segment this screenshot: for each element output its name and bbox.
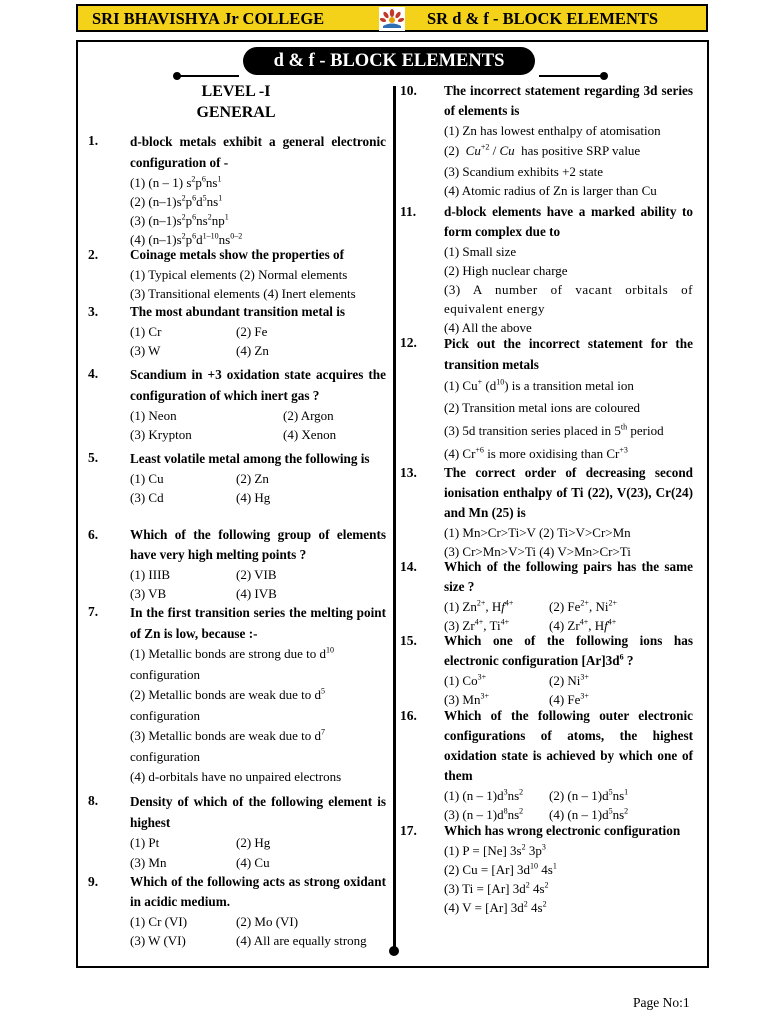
option-1: (1) Cu+ $(d^{10})$ is a transition metal ion xyxy=(444,377,634,393)
question-9 xyxy=(88,872,386,950)
question-number: 13. xyxy=(400,465,417,480)
question-number: 1. xyxy=(88,133,99,148)
question-6 xyxy=(88,525,386,603)
question-stem: Which has wrong electronic configuration xyxy=(444,823,681,838)
option-2: (2) Mo (VI) xyxy=(236,914,299,929)
question-stem: Coinage metals show the properties of xyxy=(130,247,345,262)
option-1: (1) P = [Ne] $3s^2$ $3p^3$ xyxy=(444,842,546,858)
question-number: 11. xyxy=(400,204,417,219)
option-2: (2) Transition metal ions are coloured xyxy=(444,400,641,415)
title-rule-dot-left xyxy=(173,72,181,80)
option-2: (2) Metallic bonds are weak due to $d^5$ configuration xyxy=(130,686,325,723)
question-number: 17. xyxy=(400,823,417,838)
option-4: (4) All the above xyxy=(444,320,532,335)
option-1: (1) Neon xyxy=(130,408,177,423)
option-3: (3) Mn xyxy=(130,855,167,870)
question-stem: The most abundant transition metal is xyxy=(130,304,346,319)
option-4: (4) d-orbitals have no unpaired electrons xyxy=(130,769,342,784)
question-number: 4. xyxy=(88,366,99,381)
option-2: (2) $Cu^{+2}$ / Cu has positive SRP value xyxy=(444,142,641,158)
option-2: (2) Zn xyxy=(236,471,269,486)
option-4: (4) Xenon xyxy=(283,427,337,442)
question-stem: d-block metals exhibit a general electronic configuration of - xyxy=(130,134,386,170)
question-15 xyxy=(400,631,693,709)
title-rule-left xyxy=(176,75,239,77)
option-4: (4) $Fe^{3+}$ xyxy=(549,691,589,707)
option-3: (3) VB xyxy=(130,586,167,601)
option-3: (3) Ti = [Ar] $3d^2$ $4s^2$ xyxy=(444,880,549,896)
option-4: (4) Atomic radius of Zn is larger than Cu xyxy=(444,183,657,198)
option-2: (2) VIB xyxy=(236,567,277,582)
option-4: (4) $(n - 1)d^5ns^2$ xyxy=(549,806,629,822)
question-7 xyxy=(88,602,386,788)
option-4: (4) Hg xyxy=(236,490,271,505)
college-name: SRI BHAVISHYA Jr COLLEGE xyxy=(92,9,325,28)
option-3: (3) A number of vacant orbitals of equivalent energy xyxy=(444,282,693,316)
level-label: LEVEL -I xyxy=(201,83,271,100)
option-2: (2) $(n - 1)d^5ns^1$ xyxy=(549,787,629,803)
option-4: (4) V = [Ar] $3d^2$ $4s^2$ xyxy=(444,899,547,915)
option-3: (3) Cd xyxy=(130,490,164,505)
option-1: (1) Cr xyxy=(130,324,162,339)
level-sublabel: GENERAL xyxy=(196,104,276,121)
question-14 xyxy=(400,557,693,635)
option-2: (2) High nuclear charge xyxy=(444,263,568,278)
question-number: 12. xyxy=(400,335,417,350)
option-3: (3) $Mn^{3+}$ xyxy=(444,691,489,707)
question-stem: Which of the following outer electronic configurations of atoms, the highest oxidation state is achieved by which one of them xyxy=(444,708,693,783)
question-stem: Which of the following acts as strong oxidant in acidic medium. xyxy=(130,874,386,909)
option-row-1: (1) Mn>Cr>Ti>V (2) Ti>V>Cr>Mn xyxy=(444,525,631,540)
option-1: (1) Small size xyxy=(444,244,517,259)
question-17 xyxy=(400,821,693,917)
question-stem: Density of which of the following element is highest xyxy=(130,794,386,830)
option-4: (4) $Zr^{4+}$, $Hf^{4+}$ xyxy=(549,617,617,633)
question-10 xyxy=(400,81,693,200)
option-1: (1) IIIB xyxy=(130,567,171,582)
question-stem: Pick out the incorrect statement for the transition metals xyxy=(444,336,693,372)
option-2: (2) $Fe^{2+}$, $Ni^{2+}$ xyxy=(549,598,617,614)
question-number: 14. xyxy=(400,559,417,574)
option-3: (3) 5d transition series placed in 5th period xyxy=(444,422,664,438)
option-4: (4) All are equally strong xyxy=(236,933,367,948)
option-1: (1) Metallic bonds are strong due to $d^{10}$ configuration xyxy=(130,645,335,682)
question-stem: Which one of the following ions has electronic configuration $[Ar]3d^6$ ? xyxy=(444,633,693,668)
option-2: (2) Fe xyxy=(236,324,268,339)
question-stem: The incorrect statement regarding 3d series of elements is xyxy=(444,83,693,118)
option-row-2: (3) Cr>Mn>V>Ti (4) V>Mn>Cr>Ti xyxy=(444,544,631,559)
option-2: (2) $(n-1)s^2p^6d^5ns^1$ xyxy=(130,193,223,209)
question-stem: The correct order of decreasing second ionisation enthalpy of Ti (22), V(23), Cr(24) and Mn (25) is xyxy=(444,465,693,520)
option-row-1: (1) Typical elements (2) Normal elements xyxy=(130,267,348,282)
page-number: Page No:1 xyxy=(633,995,690,1010)
option-1: (1) $Zn^{2+}$, $Hf^{4+}$ xyxy=(444,598,514,614)
option-1: (1) (n – 1) $s^2p^6ns^1$ xyxy=(130,174,222,190)
question-8 xyxy=(88,791,386,873)
question-5 xyxy=(88,448,386,507)
page-title: d & f - BLOCK ELEMENTS xyxy=(243,47,535,75)
question-stem: Which of the following pairs has the same size ? xyxy=(444,559,693,594)
level-heading xyxy=(130,81,342,123)
column-divider-dot xyxy=(389,946,399,956)
option-2: (2) Cu = [Ar] $3d^{10}$ $4s^1$ xyxy=(444,861,557,877)
option-1: (1) $(n - 1)d^3ns^2$ xyxy=(444,787,524,803)
option-3: (3) $(n - 1)d^8ns^2$ xyxy=(444,806,524,822)
option-4: (4) Cu xyxy=(236,855,270,870)
title-rule-right xyxy=(539,75,603,77)
option-1: (1) Cu xyxy=(130,471,164,486)
option-4: (4) Zn xyxy=(236,343,269,358)
option-3: (3) $(n-1)s^2p^6ns^2np^1$ xyxy=(130,212,229,228)
option-4: (4) IVB xyxy=(236,586,277,601)
question-16 xyxy=(400,706,693,824)
option-2: (2) $Ni^{3+}$ xyxy=(549,672,589,688)
option-3: (3) W xyxy=(130,343,161,358)
option-row-2: (3) Transitional elements (4) Inert elements xyxy=(130,286,356,301)
question-12 xyxy=(400,333,693,465)
option-4: (4) $(n-1)s^2p^6d^{1-10}ns^{0-2}$ xyxy=(130,231,243,247)
question-number: 15. xyxy=(400,633,417,648)
subject-title: SR d & f - BLOCK ELEMENTS xyxy=(427,9,659,28)
question-number: 6. xyxy=(88,527,99,542)
question-1 xyxy=(88,131,386,249)
college-logo-icon xyxy=(379,7,405,31)
question-number: 7. xyxy=(88,604,99,619)
question-2 xyxy=(88,245,386,303)
option-3: (3) $Zr^{4+}$, $Ti^{4+}$ xyxy=(444,617,510,633)
question-stem: Scandium in +3 oxidation state acquires the configuration of which inert gas ? xyxy=(130,367,386,403)
option-3: (3) Scandium exhibits +2 state xyxy=(444,164,603,179)
option-3: (3) W (VI) xyxy=(130,933,186,948)
question-number: 10. xyxy=(400,83,417,98)
option-3: (3) Metallic bonds are weak due to $d^7$ configuration xyxy=(130,727,325,764)
column-divider xyxy=(393,86,396,952)
option-4: (4) $Cr^{+6}$ is more oxidising than $Cr^{+3}$ xyxy=(444,445,628,461)
question-number: 2. xyxy=(88,247,99,262)
question-number: 16. xyxy=(400,708,417,723)
option-1: (1) Pt xyxy=(130,835,160,850)
question-4 xyxy=(88,364,386,444)
option-1: (1) Zn has lowest enthalpy of atomisation xyxy=(444,123,661,138)
question-13 xyxy=(400,463,693,561)
question-stem: Which of the following group of elements have very high melting points ? xyxy=(130,527,386,562)
question-11 xyxy=(400,202,693,337)
option-2: (2) Hg xyxy=(236,835,271,850)
question-stem: In the first transition series the melting point of Zn is low, because :- xyxy=(130,605,386,641)
option-3: (3) Krypton xyxy=(130,427,192,442)
question-3 xyxy=(88,302,386,360)
question-stem: Least volatile metal among the following is xyxy=(130,451,370,466)
question-number: 3. xyxy=(88,304,99,319)
question-number: 8. xyxy=(88,793,99,808)
option-2: (2) Argon xyxy=(283,408,334,423)
option-1: (1) Cr (VI) xyxy=(130,914,188,929)
question-number: 5. xyxy=(88,450,99,465)
option-1: (1) $Co^{3+}$ xyxy=(444,672,487,688)
header-bar xyxy=(76,4,708,32)
question-number: 9. xyxy=(88,874,99,889)
title-rule-dot-right xyxy=(600,72,608,80)
question-stem: d-block elements have a marked ability to form complex due to xyxy=(444,204,693,239)
